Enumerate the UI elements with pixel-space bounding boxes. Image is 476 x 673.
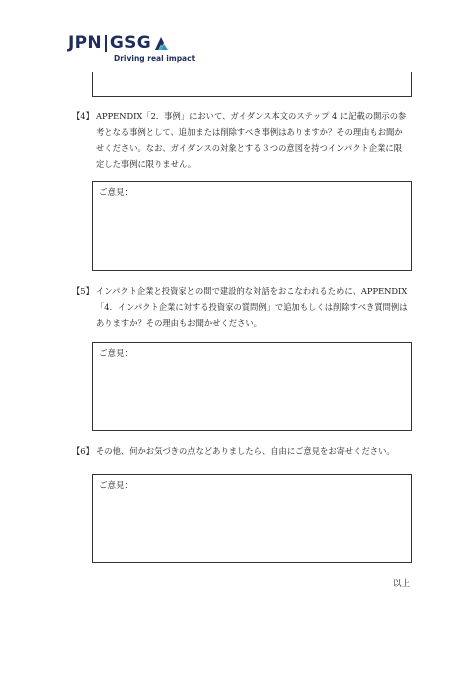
- question-6: [72, 443, 414, 459]
- question-5: [72, 283, 414, 331]
- answer-label: ご意見：: [99, 349, 134, 359]
- question-text: インパクト企業と投資家との間で建設的な対話をおこなわれるために、APPENDIX 「4．インパクト企業に対する投資家の質問例」で追加もしくは削除すべき質問例は ありますか？その理由もお聞かせください。: [96, 286, 408, 328]
- answer-box-4[interactable]: [92, 181, 412, 271]
- question-number: 【4】: [72, 111, 94, 121]
- answer-label: ご意見：: [99, 188, 134, 198]
- closing-text: 以上: [392, 579, 410, 589]
- logo-triangle-icon: [153, 35, 169, 51]
- logo-divider: [105, 35, 107, 52]
- logo-tagline: Driving real impact: [114, 54, 196, 63]
- question-number: 【6】: [72, 446, 94, 456]
- previous-answer-box[interactable]: [92, 72, 412, 97]
- question-4: [72, 108, 414, 172]
- logo-gsg-text: GSG: [109, 33, 151, 53]
- answer-label: ご意見：: [99, 481, 134, 491]
- answer-box-5[interactable]: [92, 342, 412, 431]
- question-text: その他、何かお気づきの点などありましたら、自由にご意見をお寄せください。: [96, 446, 395, 456]
- question-text: APPENDIX「2．事例」において、ガイダンス本文のステップ 4 に記載の開示の参 考となる事例として、追加または削除すべき事例はありますか？その理由もお聞か せください。なお、ガイダンスの対象とする３つの意図を持つインパクト企業に限 定した事例に限りません。: [96, 111, 407, 169]
- jpn-gsg-logo: [68, 33, 208, 65]
- question-number: 【5】: [72, 286, 94, 296]
- logo-jpn-text: JPN: [68, 33, 102, 53]
- answer-box-6[interactable]: [92, 474, 412, 563]
